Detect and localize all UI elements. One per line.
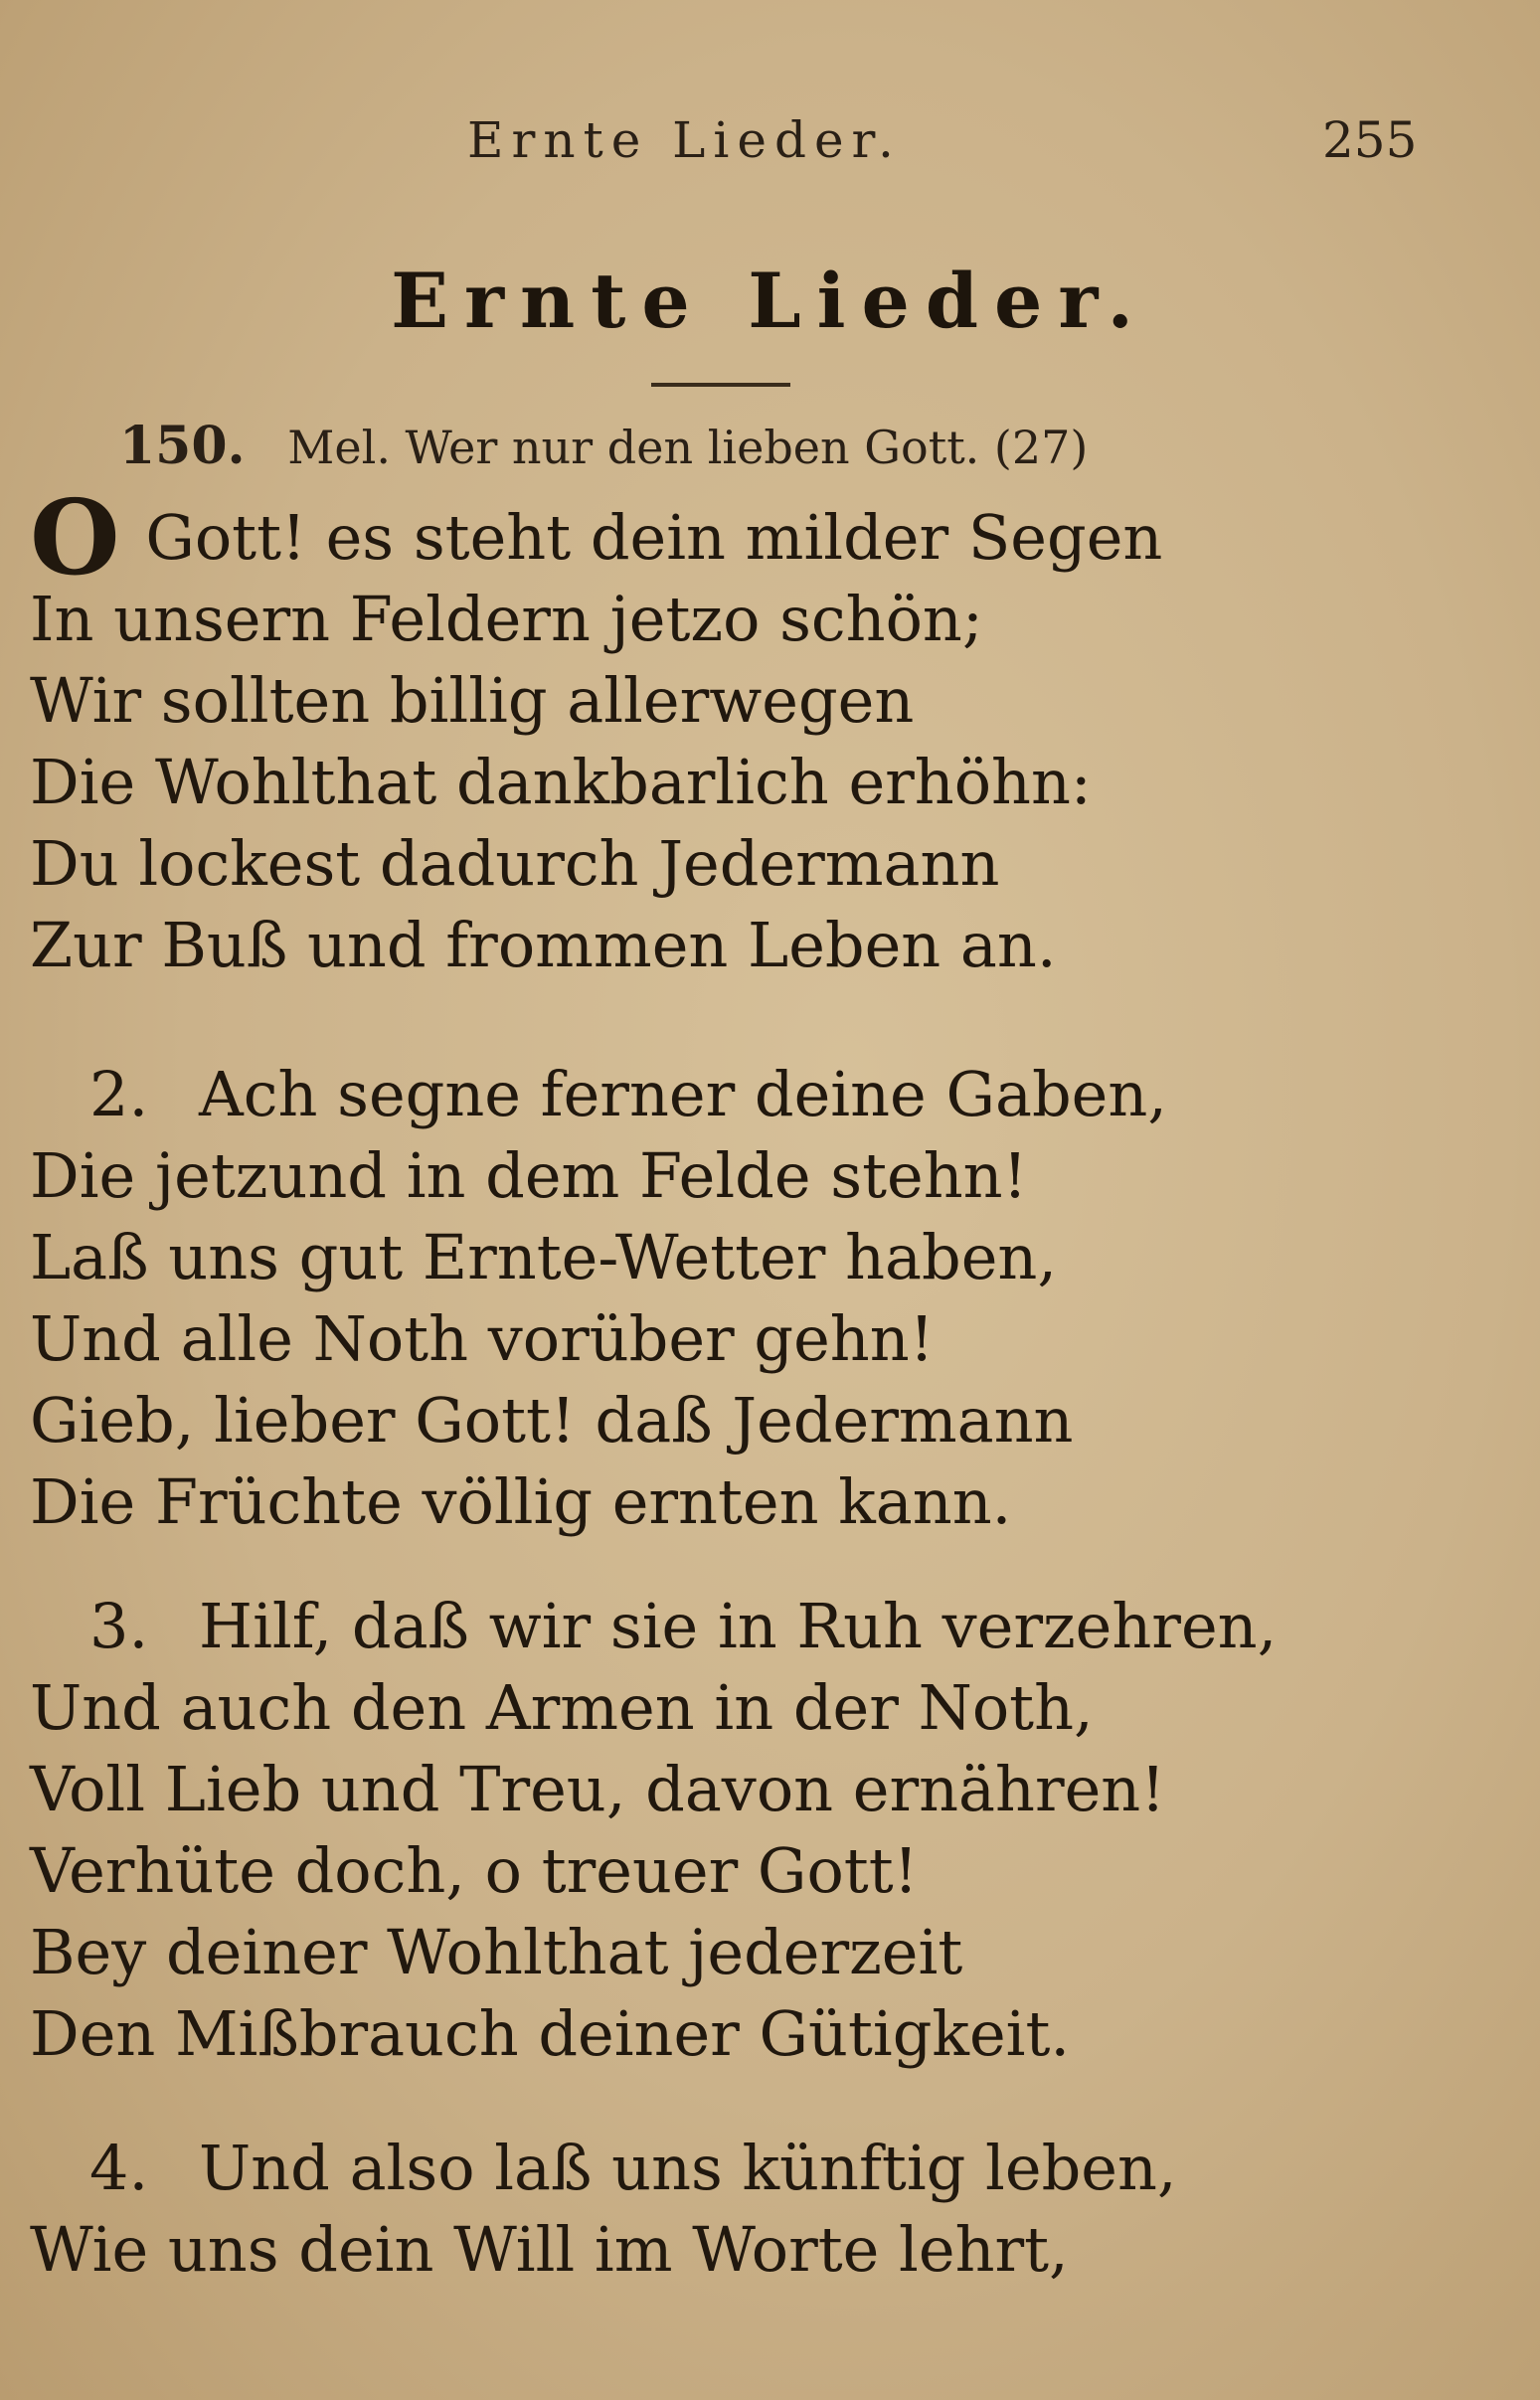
verse-line: Laß uns gut Ernte-Wetter haben, xyxy=(30,1221,1058,1293)
section-heading: Ernte Lieder. xyxy=(391,257,1149,345)
verse-line: Die Früchte völlig ernten kann. xyxy=(30,1465,1012,1538)
verse-line: Die Wohlthat dankbarlich erhöhn: xyxy=(30,746,1092,818)
verse-line: Voll Lieb und Treu, davon ernähren! xyxy=(30,1753,1166,1825)
hymn-melody: Mel. Wer nur den lieben Gott. (27) xyxy=(287,421,1089,474)
verse-3 xyxy=(30,1586,1501,2075)
verse-line: Bey deiner Wohlthat jederzeit xyxy=(30,1916,963,1988)
hymn-header xyxy=(119,416,1088,476)
verse-line xyxy=(30,1586,1501,1667)
verse-line: Zur Buß und frommen Leben an. xyxy=(30,909,1057,981)
page-number: 255 xyxy=(1322,111,1418,169)
verse-line: Den Mißbrauch deiner Gütigkeit. xyxy=(30,1997,1071,2070)
verse-line-text: Hilf, daß wir sie in Ruh verzehren, xyxy=(199,1590,1278,1662)
verse-line xyxy=(30,476,1501,599)
verse-line: Verhüte doch, o treuer Gott! xyxy=(30,1834,919,1907)
verse-line: Wie uns dein Will im Worte lehrt, xyxy=(30,2213,1069,2286)
verse-1 xyxy=(30,476,1501,986)
heading-rule xyxy=(651,383,790,387)
verse-number: 3. xyxy=(89,1590,149,1662)
verse-line: Die jetzund in dem Felde stehn! xyxy=(30,1139,1028,1212)
verse-line xyxy=(30,2128,1501,2209)
verse-2 xyxy=(30,1054,1501,1543)
running-head: Ernte Lieder. xyxy=(467,111,902,169)
verse-line: In unsern Feldern jetzo schön; xyxy=(30,583,983,655)
verse-line: Du lockest dadurch Jedermann xyxy=(30,827,1000,900)
verse-line: Und alle Noth vorüber gehn! xyxy=(30,1302,935,1375)
verse-line: Gieb, lieber Gott! daß Jedermann xyxy=(30,1384,1074,1457)
verse-number: 2. xyxy=(89,1058,149,1130)
verse-line-text: Und also laß uns künftig leben, xyxy=(199,2132,1177,2204)
verse-line: Und auch den Armen in der Noth, xyxy=(30,1671,1094,1744)
verse-line xyxy=(30,1054,1501,1135)
verse-line-text: Ach segne ferner deine Gaben, xyxy=(199,1058,1167,1130)
drop-cap: O xyxy=(30,476,120,599)
verse-line: Wir sollten billig allerwegen xyxy=(30,664,915,737)
verse-number: 4. xyxy=(89,2132,149,2204)
hymn-number: 150. xyxy=(119,416,246,476)
verse-4 xyxy=(30,2128,1501,2291)
verse-line-text: Gott! es steht dein milder Segen xyxy=(145,501,1163,574)
